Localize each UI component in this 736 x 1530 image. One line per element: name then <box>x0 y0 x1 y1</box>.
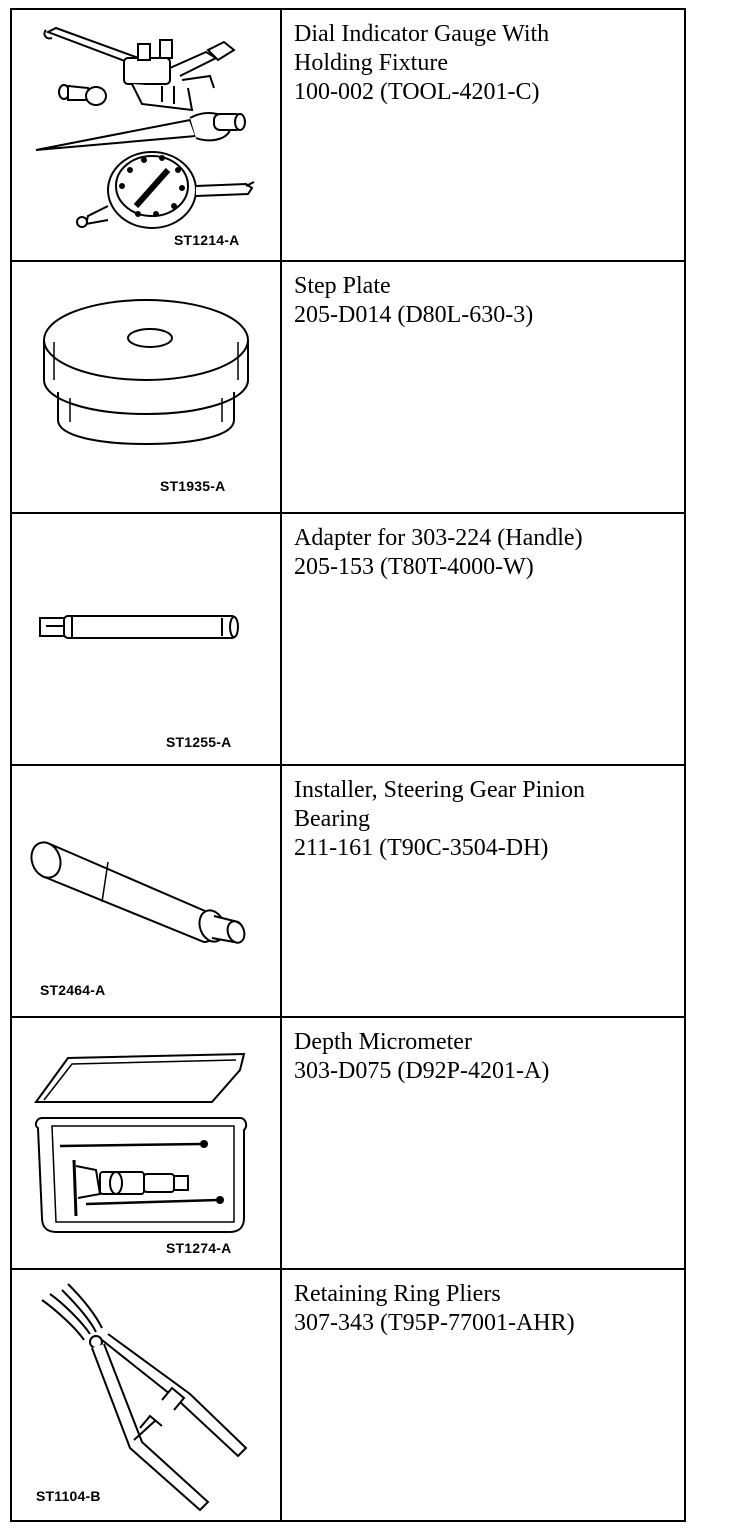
tool-illustration <box>12 514 282 764</box>
tool-row <box>12 1018 684 1270</box>
figure-id: ST1214-A <box>174 232 240 248</box>
special-tools-table <box>10 8 686 1522</box>
figure-id: ST1255-A <box>166 734 232 750</box>
tool-description <box>294 20 676 107</box>
tool-name-line: Adapter for 303-224 (Handle) <box>294 525 583 551</box>
tool-row <box>12 262 684 514</box>
tool-illustration <box>12 766 282 1016</box>
tool-name-line: Retaining Ring Pliers <box>294 1281 501 1307</box>
tool-row <box>12 766 684 1018</box>
tool-name-line: Holding Fixture <box>294 50 448 76</box>
tool-illustration <box>12 1270 282 1520</box>
figure-id: ST1274-A <box>166 1240 232 1256</box>
figure-id: ST1104-B <box>36 1488 101 1504</box>
tool-description <box>294 1028 676 1086</box>
dial-indicator-gauge-icon <box>12 10 280 260</box>
tool-row <box>12 10 684 262</box>
figure-id: ST2464-A <box>40 982 106 998</box>
tool-part-number: 211-161 (T90C-3504-DH) <box>294 835 549 861</box>
tool-part-number: 205-153 (T80T-4000-W) <box>294 554 534 580</box>
tool-illustration <box>12 10 282 260</box>
depth-micrometer-icon <box>12 1018 280 1268</box>
tool-description <box>294 776 676 863</box>
tool-description <box>294 524 676 582</box>
tool-illustration <box>12 1018 282 1268</box>
tool-name-line: Depth Micrometer <box>294 1029 472 1055</box>
tool-description <box>294 272 676 330</box>
tool-description <box>294 1280 676 1338</box>
adapter-rod-icon <box>12 514 280 764</box>
tool-row <box>12 1270 684 1520</box>
tool-part-number: 100-002 (TOOL-4201-C) <box>294 79 540 105</box>
tool-part-number: 205-D014 (D80L-630-3) <box>294 302 534 328</box>
tool-name-line: Step Plate <box>294 273 391 299</box>
tool-illustration <box>12 262 282 512</box>
tool-row <box>12 514 684 766</box>
tool-part-number: 307-343 (T95P-77001-AHR) <box>294 1310 575 1336</box>
figure-id: ST1935-A <box>160 478 226 494</box>
step-plate-icon <box>12 262 280 512</box>
retaining-ring-pliers-icon <box>12 1270 280 1520</box>
tool-part-number: 303-D075 (D92P-4201-A) <box>294 1058 550 1084</box>
bearing-installer-icon <box>12 766 280 1016</box>
tool-name-line: Bearing <box>294 806 370 832</box>
tool-name-line: Installer, Steering Gear Pinion <box>294 777 585 803</box>
tool-name-line: Dial Indicator Gauge With <box>294 21 550 47</box>
